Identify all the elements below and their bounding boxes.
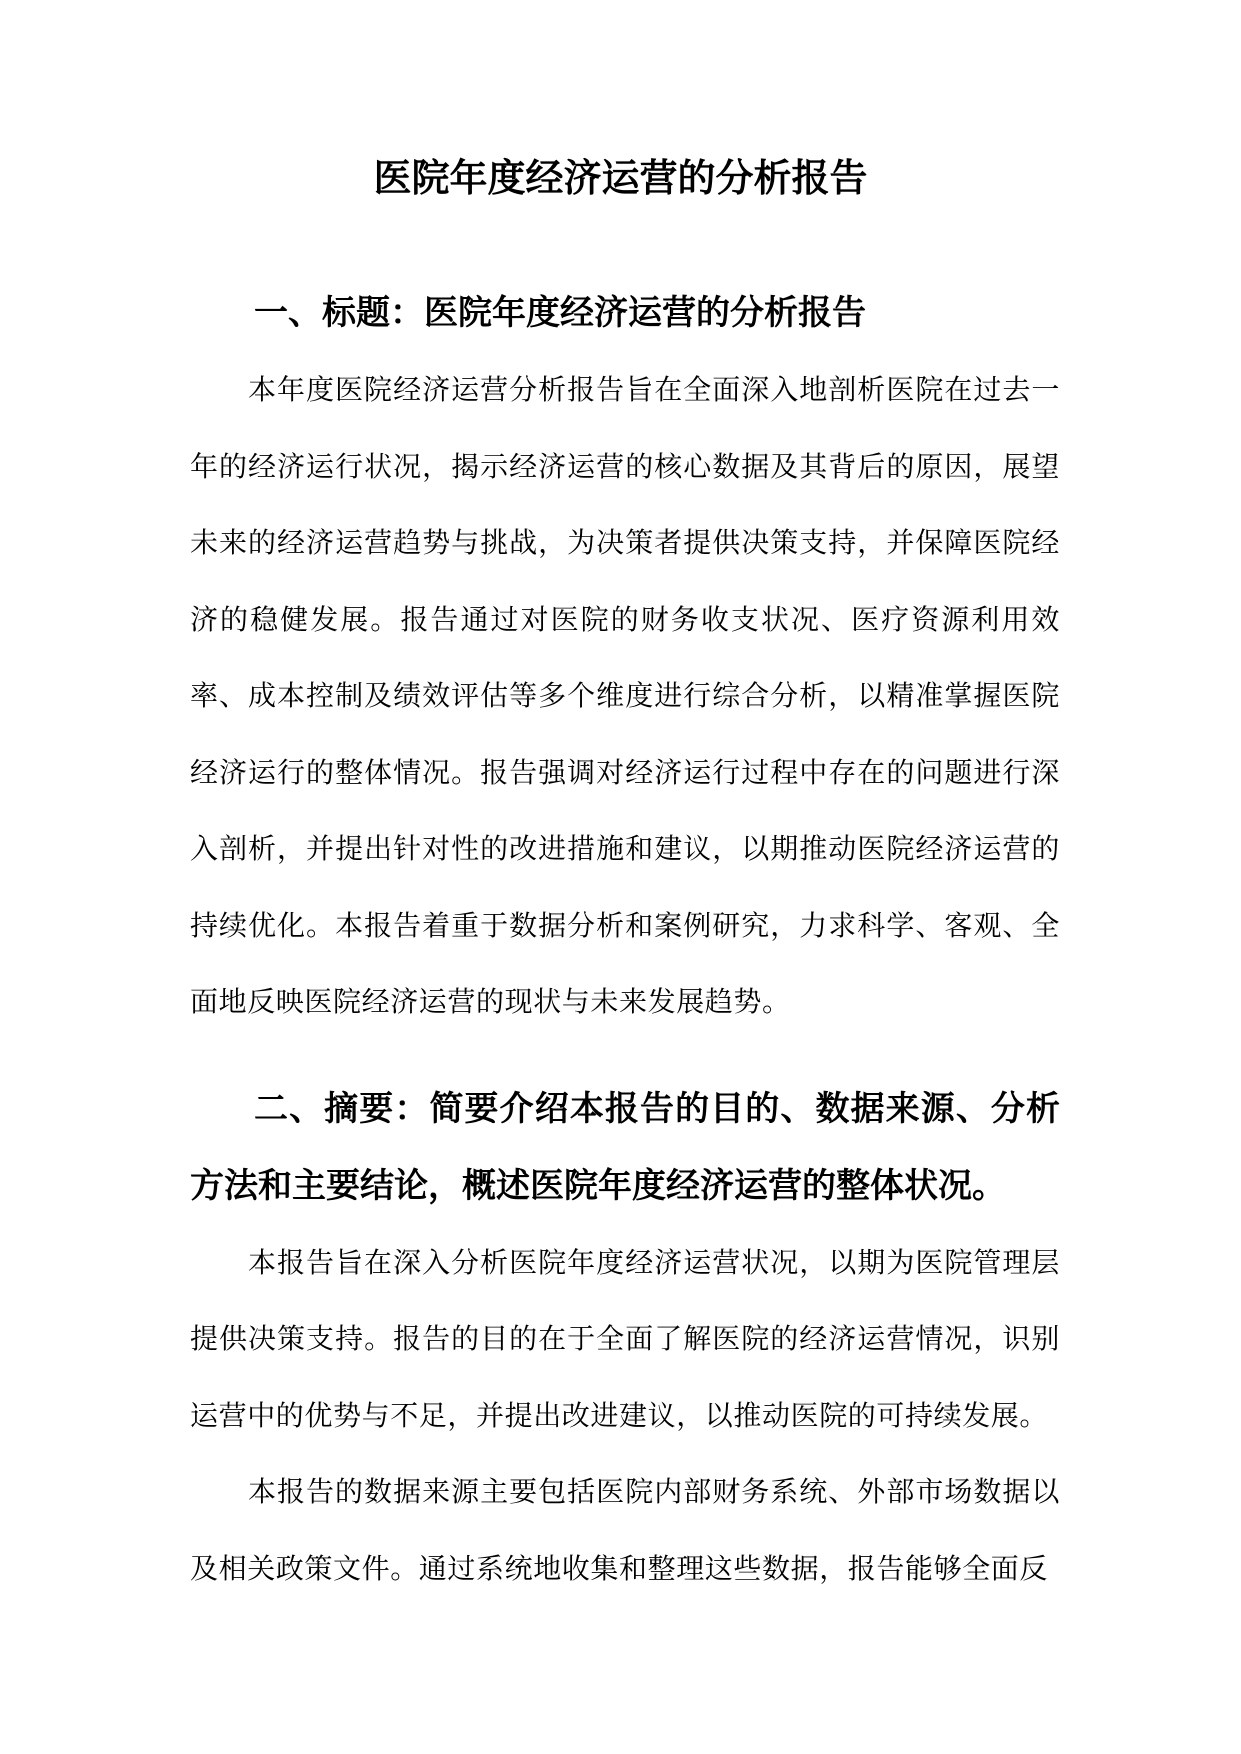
section-heading-2: 二、摘要：简要介绍本报告的目的、数据来源、分析方法和主要结论，概述医院年度经济运营的整体状况。 [190,1088,1060,1206]
section-2-paragraph-2: 本报告的数据来源主要包括医院内部财务系统、外部市场数据以及相关政策文件。通过系统地收集和整理这些数据，报告能够全面反 [190,1475,1060,1585]
section-1-paragraph-1: 本年度医院经济运营分析报告旨在全面深入地剖析医院在过去一年的经济运行状况，揭示经济运营的核心数据及其背后的原因，展望未来的经济运营趋势与挑战，为决策者提供决策支持，并保障医院经济的稳健发展。报告通过对医院的财务收支状况、医疗资源利用效率、成本控制及绩效评估等多个维度进行综合分析，以精准掌握医院经济运行的整体情况。报告强调对经济运行过程中存在的问题进行深入剖析，并提出针对性的改进措施和建议，以期推动医院经济运营的持续优化。本报告着重于数据分析和案例研究，力求科学、客观、全面地反映医院经济运营的现状与未来发展趋势。 [190,373,1060,1018]
document-title: 医院年度经济运营的分析报告 [373,155,868,200]
section-2-paragraph-1: 本报告旨在深入分析医院年度经济运营状况，以期为医院管理层提供决策支持。报告的目的在于全面了解医院的经济运营情况，识别运营中的优势与不足，并提出改进建议，以推动医院的可持续发展。 [190,1245,1060,1432]
section-heading-1: 一、标题：医院年度经济运营的分析报告 [254,293,866,333]
document-body [190,275,1060,1607]
